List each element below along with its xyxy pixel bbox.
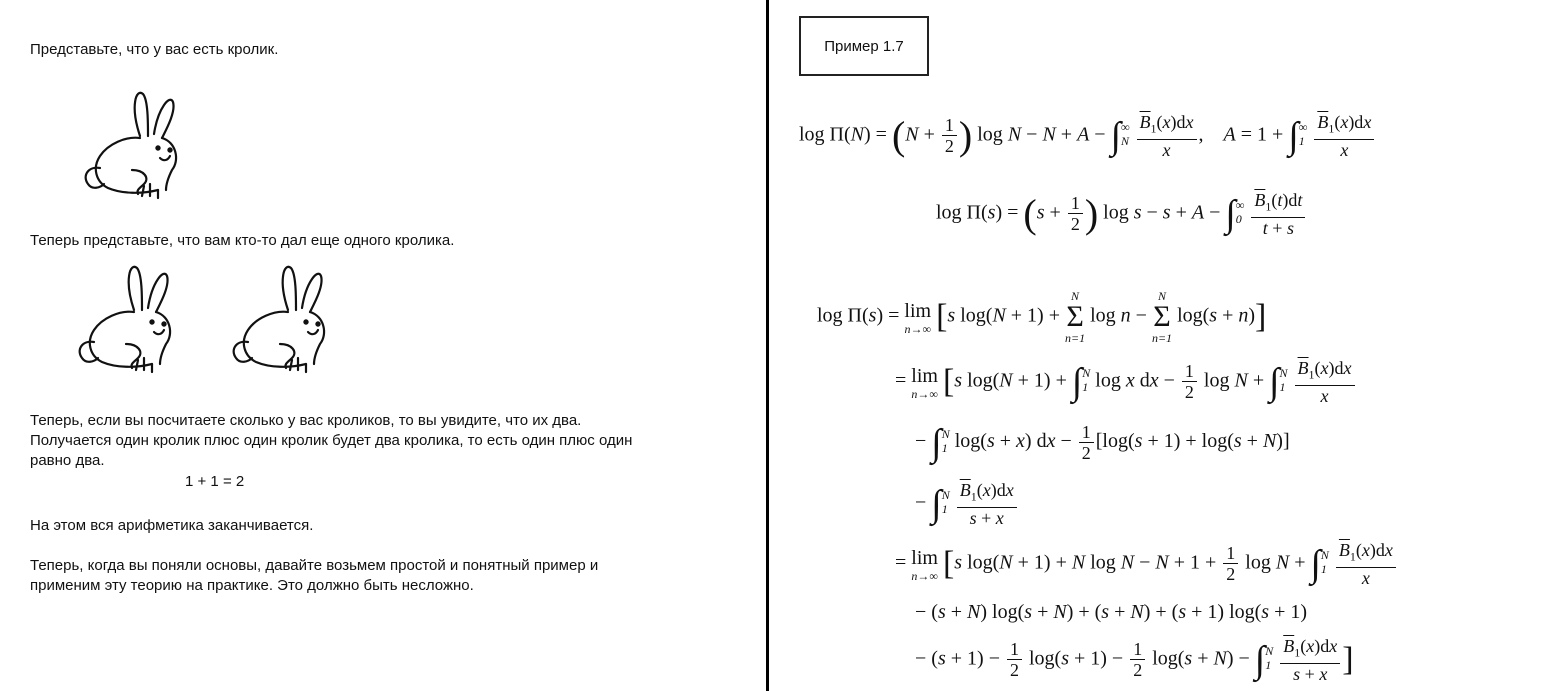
count-line-3: равно два.	[30, 452, 105, 469]
derivation-line-6: − (s + N) log(s + N) + (s + N) + (s + 1) log(s + 1)	[915, 601, 1308, 623]
formula-log-pi-N: log Π(N) = (N + $\frac{1}{2}$ ) log N − N + A − ∫ ∞ N $\frac{\overline{B}_1(x)dx}{x}$ , A = 1 + ∫ ∞ 1 $\frac{\overline{B}_1(x)dx}{x}$	[799, 112, 1376, 160]
derivation-line-4: − ∫ N 1 $\frac{\overline{B}_1(x)dx}{s + x}$	[915, 480, 1019, 528]
example-label: Пример 1.7	[824, 37, 904, 55]
bunny-icon	[226, 260, 326, 375]
formula-log-pi-s: log Π(s) = (s + $\frac{1}{2}$ ) log s − s + A − ∫ ∞ 0 $\frac{\overline{B}_1(t)dt}{t + s}$	[936, 190, 1307, 238]
derivation-line-2: = lim n→∞ [s log(N + 1) + ∫ N 1 log x dx − $\frac{1}{2}$ log N + ∫ N 1 $\frac{\overline{B}_1(x)dx}{x}$	[895, 358, 1357, 406]
bunny-drawing-2	[72, 260, 172, 375]
bunny-drawing-3	[226, 260, 326, 375]
right-page	[769, 0, 1560, 691]
arithmetic-ends-line: На этом вся арифметика заканчивается.	[30, 517, 314, 534]
count-line-1: Теперь, если вы посчитаете сколько у вас кроликов, то вы увидите, что их два.	[30, 412, 582, 429]
derivation-line-7: − (s + 1) − $\frac{1}{2}$ log(s + 1) − $\frac{1}{2}$ log(s + N) − ∫ N 1 $\frac{\overline{B}_1(x)dx}{s + x}$ ]	[915, 636, 1354, 684]
count-line-2: Получается один кролик плюс один кролик будет два кролика, то есть один плюс один	[30, 432, 633, 449]
bunny-drawing-1	[78, 86, 178, 201]
derivation-line-3: − ∫ N 1 log(s + x) dx − $\frac{1}{2}$ [log(s + 1) + log(s + N)]	[915, 421, 1290, 464]
simple-equation: 1 + 1 = 2	[185, 473, 245, 490]
practice-line-1: Теперь, когда вы поняли основы, давайте возьмем простой и понятный пример и	[30, 557, 599, 574]
bunny-icon	[72, 260, 172, 375]
derivation-line-5: = lim n→∞ [s log(N + 1) + N log N − N + 1 + $\frac{1}{2}$ log N + ∫ N 1 $\frac{\overline{B}_1(x)dx}{x}$	[895, 540, 1398, 588]
example-label-box	[799, 16, 929, 76]
second-bunny-line: Теперь представьте, что вам кто-то дал еще одного кролика.	[30, 232, 455, 249]
intro-line: Представьте, что у вас есть кролик.	[30, 41, 279, 58]
left-page	[0, 0, 766, 691]
derivation-line-1: log Π(s) = lim n→∞ [s log(N + 1) + N Σ n=1 log n − N Σ n=1 log(s + n)]	[817, 289, 1267, 345]
bunny-icon	[78, 86, 178, 201]
practice-line-2: применим эту теорию на практике. Это должно быть несложно.	[30, 577, 474, 594]
